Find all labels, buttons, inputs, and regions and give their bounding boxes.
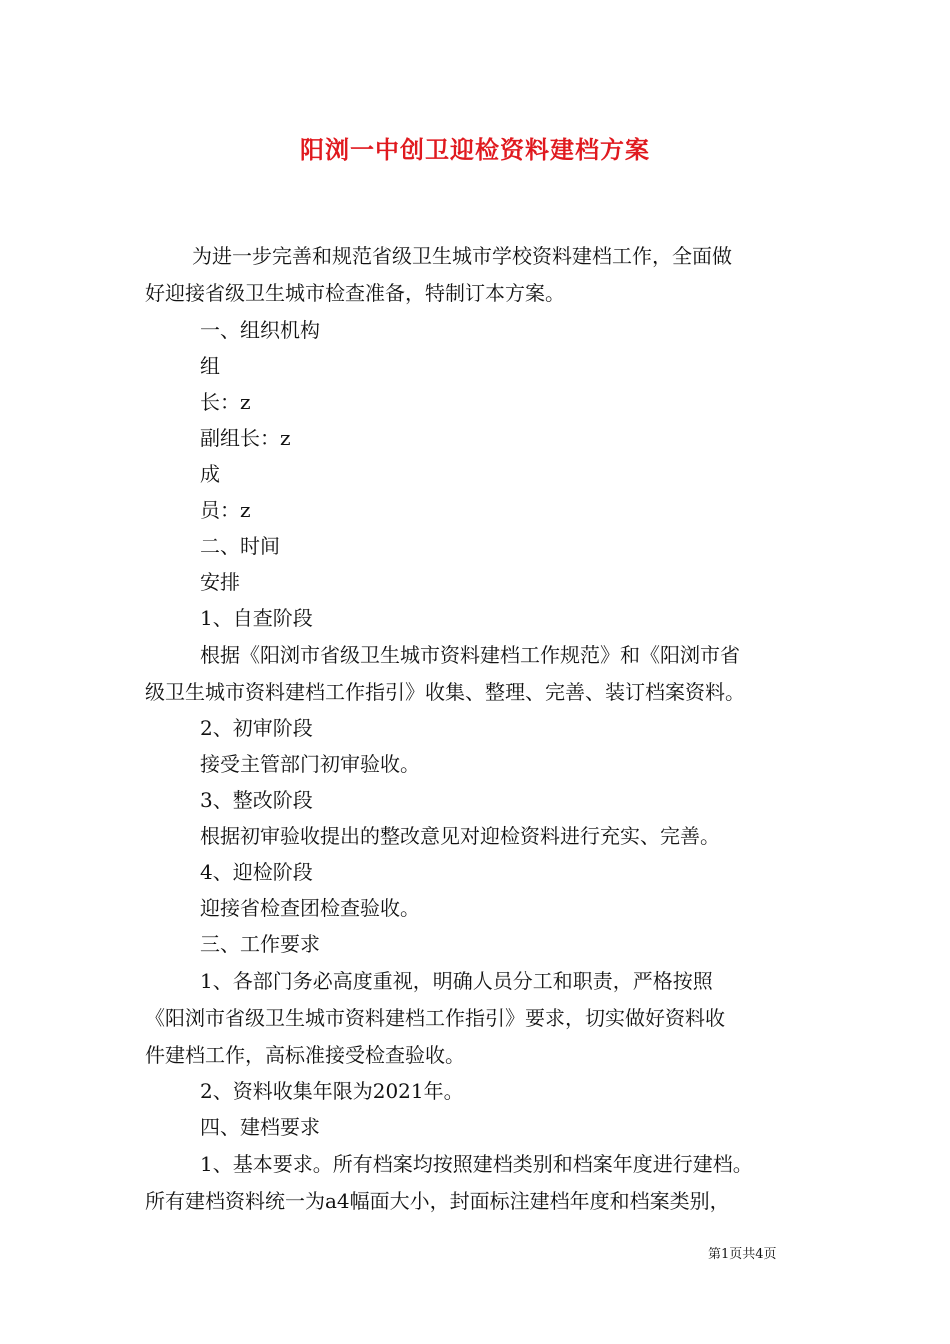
paragraph-line: 根据初审验收提出的整改意见对迎检资料进行充实、完善。 xyxy=(200,824,720,848)
paragraph-line: 副组长：z xyxy=(200,426,291,450)
paragraph-line: 《阳浏市省级卫生城市资料建档工作指引》要求，切实做好资料收 xyxy=(145,1006,725,1030)
paragraph-line: 接受主管部门初审验收。 xyxy=(200,752,420,776)
subsection-heading: 1、自查阶段 xyxy=(200,606,313,630)
paragraph-line: 级卫生城市资料建档工作指引》收集、整理、完善、装订档案资料。 xyxy=(145,680,745,704)
page-title: 阳浏一中创卫迎检资料建档方案 xyxy=(300,135,650,164)
subsection-heading: 4、迎检阶段 xyxy=(200,860,313,884)
paragraph-line: 2、资料收集年限为2021年。 xyxy=(200,1079,464,1103)
section-heading: 一、组织机构 xyxy=(200,318,320,342)
section-heading: 四、建档要求 xyxy=(200,1115,320,1139)
section-heading: 二、时间 xyxy=(200,534,280,558)
paragraph-line: 员：z xyxy=(200,498,251,522)
subsection-heading: 2、初审阶段 xyxy=(200,716,313,740)
paragraph-line: 安排 xyxy=(200,570,240,594)
paragraph-line: 组 xyxy=(200,354,220,378)
paragraph-line: 好迎接省级卫生城市检查准备，特制订本方案。 xyxy=(145,281,565,305)
section-heading: 三、工作要求 xyxy=(200,932,320,956)
paragraph-line: 件建档工作，高标准接受检查验收。 xyxy=(145,1043,465,1067)
paragraph-line: 1、基本要求。所有档案均按照建档类别和档案年度进行建档。 xyxy=(200,1152,753,1176)
paragraph-line: 所有建档资料统一为a4幅面大小，封面标注建档年度和档案类别， xyxy=(145,1189,730,1213)
paragraph-line: 成 xyxy=(200,462,220,486)
paragraph-line: 长：z xyxy=(200,390,251,414)
paragraph-line: 为进一步完善和规范省级卫生城市学校资料建档工作，全面做 xyxy=(192,244,732,268)
page-number-footer: 第1页共4页 xyxy=(708,1247,777,1262)
paragraph-line: 根据《阳浏市省级卫生城市资料建档工作规范》和《阳浏市省 xyxy=(200,643,740,667)
subsection-heading: 3、整改阶段 xyxy=(200,788,313,812)
paragraph-line: 迎接省检查团检查验收。 xyxy=(200,896,420,920)
paragraph-line: 1、各部门务必高度重视，明确人员分工和职责，严格按照 xyxy=(200,969,713,993)
